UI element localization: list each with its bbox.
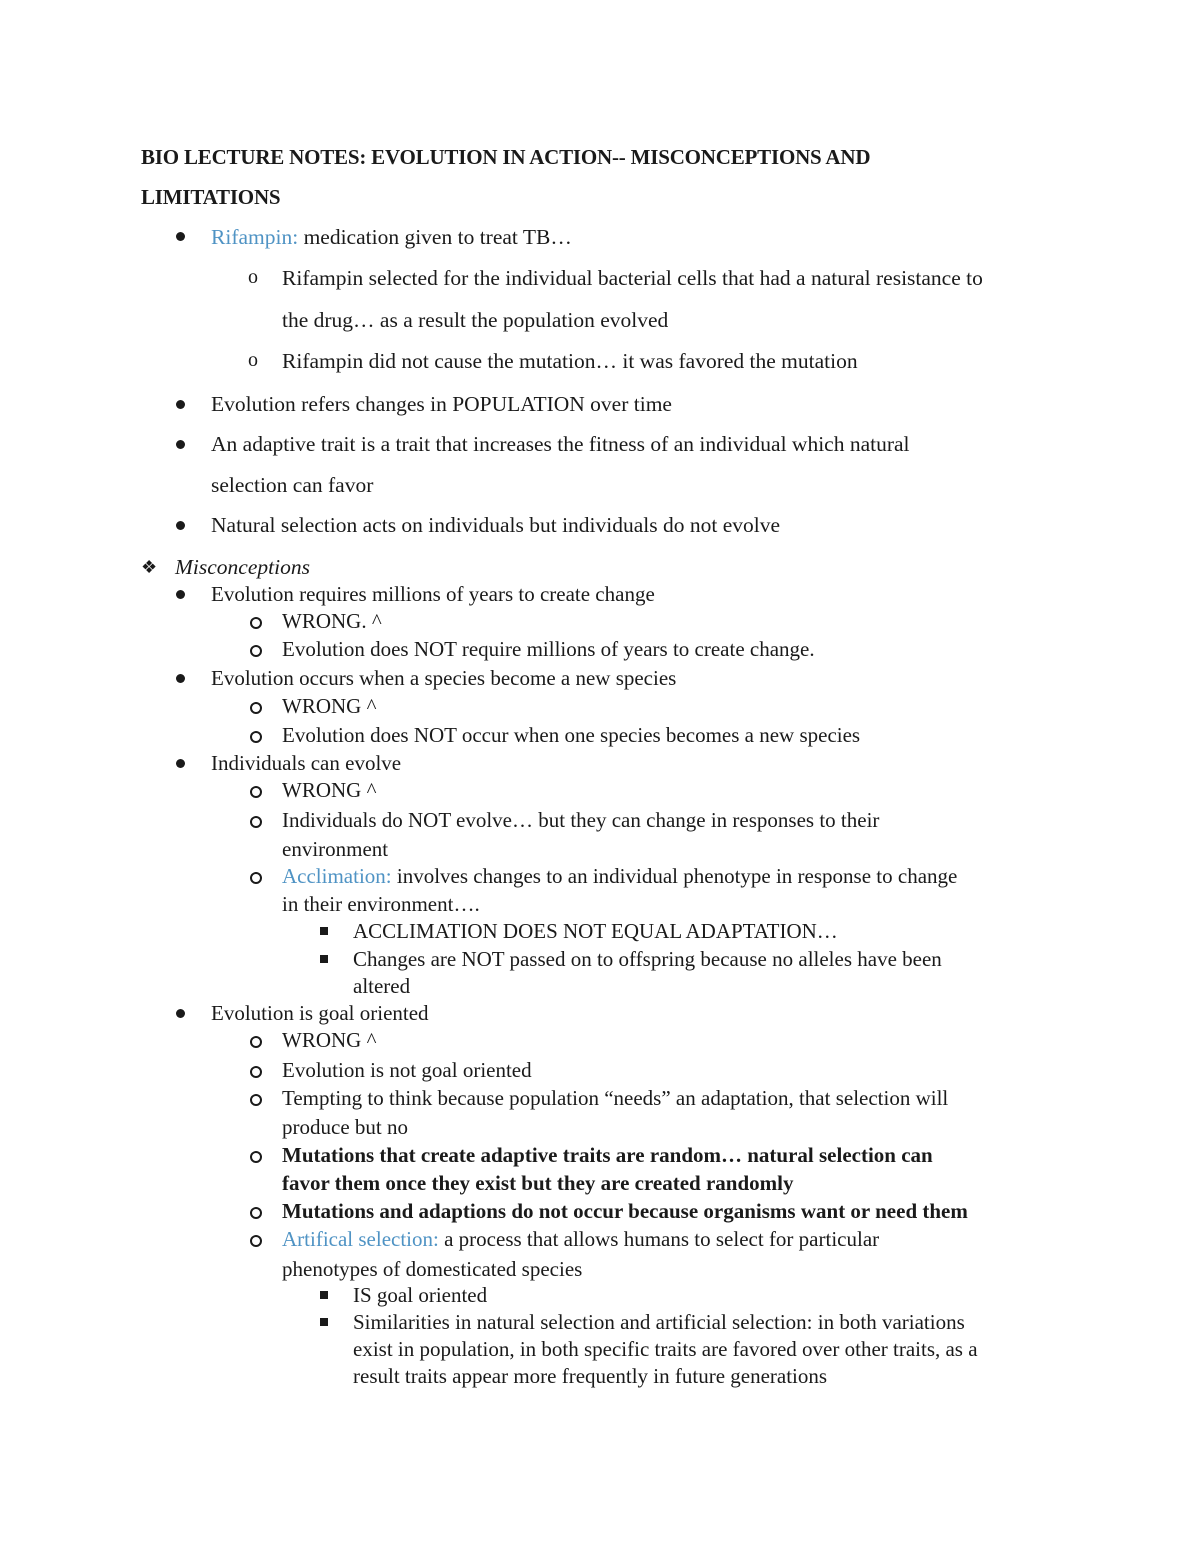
list-item: Similarities in natural selection and artificial selection: in both variations — [353, 1310, 965, 1334]
list-item-cont: favor them once they exist but they are created randomly — [282, 1171, 794, 1195]
list-item: WRONG ^ — [282, 778, 377, 802]
list-item: WRONG. ^ — [282, 609, 382, 633]
bullet-icon — [176, 1009, 185, 1018]
term-artificial-selection: Artifical selection: — [282, 1227, 439, 1251]
list-item: Evolution does NOT require millions of years to create change. — [282, 637, 815, 661]
list-item-cont: in their environment…. — [282, 892, 480, 916]
list-item: Mutations that create adaptive traits are random… natural selection can — [282, 1143, 933, 1167]
list-item-cont: environment — [282, 837, 389, 861]
list-item: Evolution does NOT occur when one species becomes a new species — [282, 723, 861, 747]
square-bullet-icon — [320, 955, 328, 963]
list-item-cont: exist in population, in both specific traits are favored over other traits, as a — [353, 1337, 978, 1361]
circle-bullet-icon — [250, 1207, 262, 1219]
definition-text: a process that allows humans to select for particular — [438, 1227, 880, 1251]
page-title-line-1: BIO LECTURE NOTES: EVOLUTION IN ACTION-- MISCONCEPTIONS AND — [141, 145, 871, 169]
list-item: ACCLIMATION DOES NOT EQUAL ADAPTATION… — [353, 919, 838, 943]
list-item-cont: selection can favor — [211, 473, 374, 497]
circle-bullet-icon: o — [248, 266, 258, 288]
list-item: Evolution refers changes in POPULATION over time — [211, 392, 672, 416]
square-bullet-icon — [320, 1318, 328, 1326]
circle-bullet-icon — [250, 786, 262, 798]
circle-bullet-icon — [250, 702, 262, 714]
circle-bullet-icon — [250, 1036, 262, 1048]
bullet-icon — [176, 759, 185, 768]
circle-bullet-icon — [250, 645, 262, 657]
list-item: WRONG ^ — [282, 1028, 377, 1052]
list-item: Tempting to think because population “needs” an adaptation, that selection will — [282, 1086, 949, 1110]
list-item: Mutations and adaptions do not occur because organisms want or need them — [282, 1199, 968, 1223]
list-item — [282, 864, 957, 889]
list-item: Changes are NOT passed on to offspring because no alleles have been — [353, 947, 942, 971]
section-heading: Misconceptions — [175, 555, 310, 579]
circle-bullet-icon — [250, 1066, 262, 1078]
list-item: Rifampin did not cause the mutation… it was favored the mutation — [282, 349, 858, 373]
list-item-cont: produce but no — [282, 1115, 408, 1139]
list-item-cont: the drug… as a result the population evolved — [282, 308, 669, 332]
term-rifampin: Rifampin: — [211, 225, 299, 249]
list-item: Evolution is not goal oriented — [282, 1058, 532, 1082]
list-item: IS goal oriented — [353, 1283, 488, 1307]
circle-bullet-icon: o — [248, 349, 258, 371]
circle-bullet-icon — [250, 617, 262, 629]
list-item-cont: altered — [353, 974, 411, 998]
definition-text: medication given to treat TB… — [298, 225, 572, 249]
circle-bullet-icon — [250, 1094, 262, 1106]
list-item — [211, 225, 572, 250]
diamond-bullet-icon: ❖ — [141, 557, 158, 577]
list-item-cont: result traits appear more frequently in future generations — [353, 1364, 828, 1388]
square-bullet-icon — [320, 927, 328, 935]
square-bullet-icon — [320, 1291, 328, 1299]
list-item: Evolution occurs when a species become a new species — [211, 666, 677, 690]
list-item — [282, 1227, 879, 1252]
term-acclimation: Acclimation: — [282, 864, 392, 888]
circle-bullet-icon — [250, 816, 262, 828]
list-item: Evolution is goal oriented — [211, 1001, 429, 1025]
bullet-icon — [176, 400, 185, 409]
list-item: Individuals do NOT evolve… but they can change in responses to their — [282, 808, 880, 832]
list-item: An adaptive trait is a trait that increases the fitness of an individual which natural — [211, 432, 910, 456]
circle-bullet-icon — [250, 731, 262, 743]
list-item: Evolution requires millions of years to create change — [211, 582, 655, 606]
list-item: Rifampin selected for the individual bacterial cells that had a natural resistance to — [282, 266, 983, 290]
bullet-icon — [176, 521, 185, 530]
list-item: WRONG ^ — [282, 694, 377, 718]
circle-bullet-icon — [250, 872, 262, 884]
page-title-line-2: LIMITATIONS — [141, 185, 281, 209]
definition-text: involves changes to an individual phenotype in response to change — [391, 864, 958, 888]
list-item-cont: phenotypes of domesticated species — [282, 1257, 583, 1281]
bullet-icon — [176, 232, 185, 241]
circle-bullet-icon — [250, 1151, 262, 1163]
list-item: Individuals can evolve — [211, 751, 402, 775]
bullet-icon — [176, 440, 185, 449]
circle-bullet-icon — [250, 1235, 262, 1247]
bullet-icon — [176, 674, 185, 683]
list-item: Natural selection acts on individuals but individuals do not evolve — [211, 513, 781, 537]
bullet-icon — [176, 590, 185, 599]
